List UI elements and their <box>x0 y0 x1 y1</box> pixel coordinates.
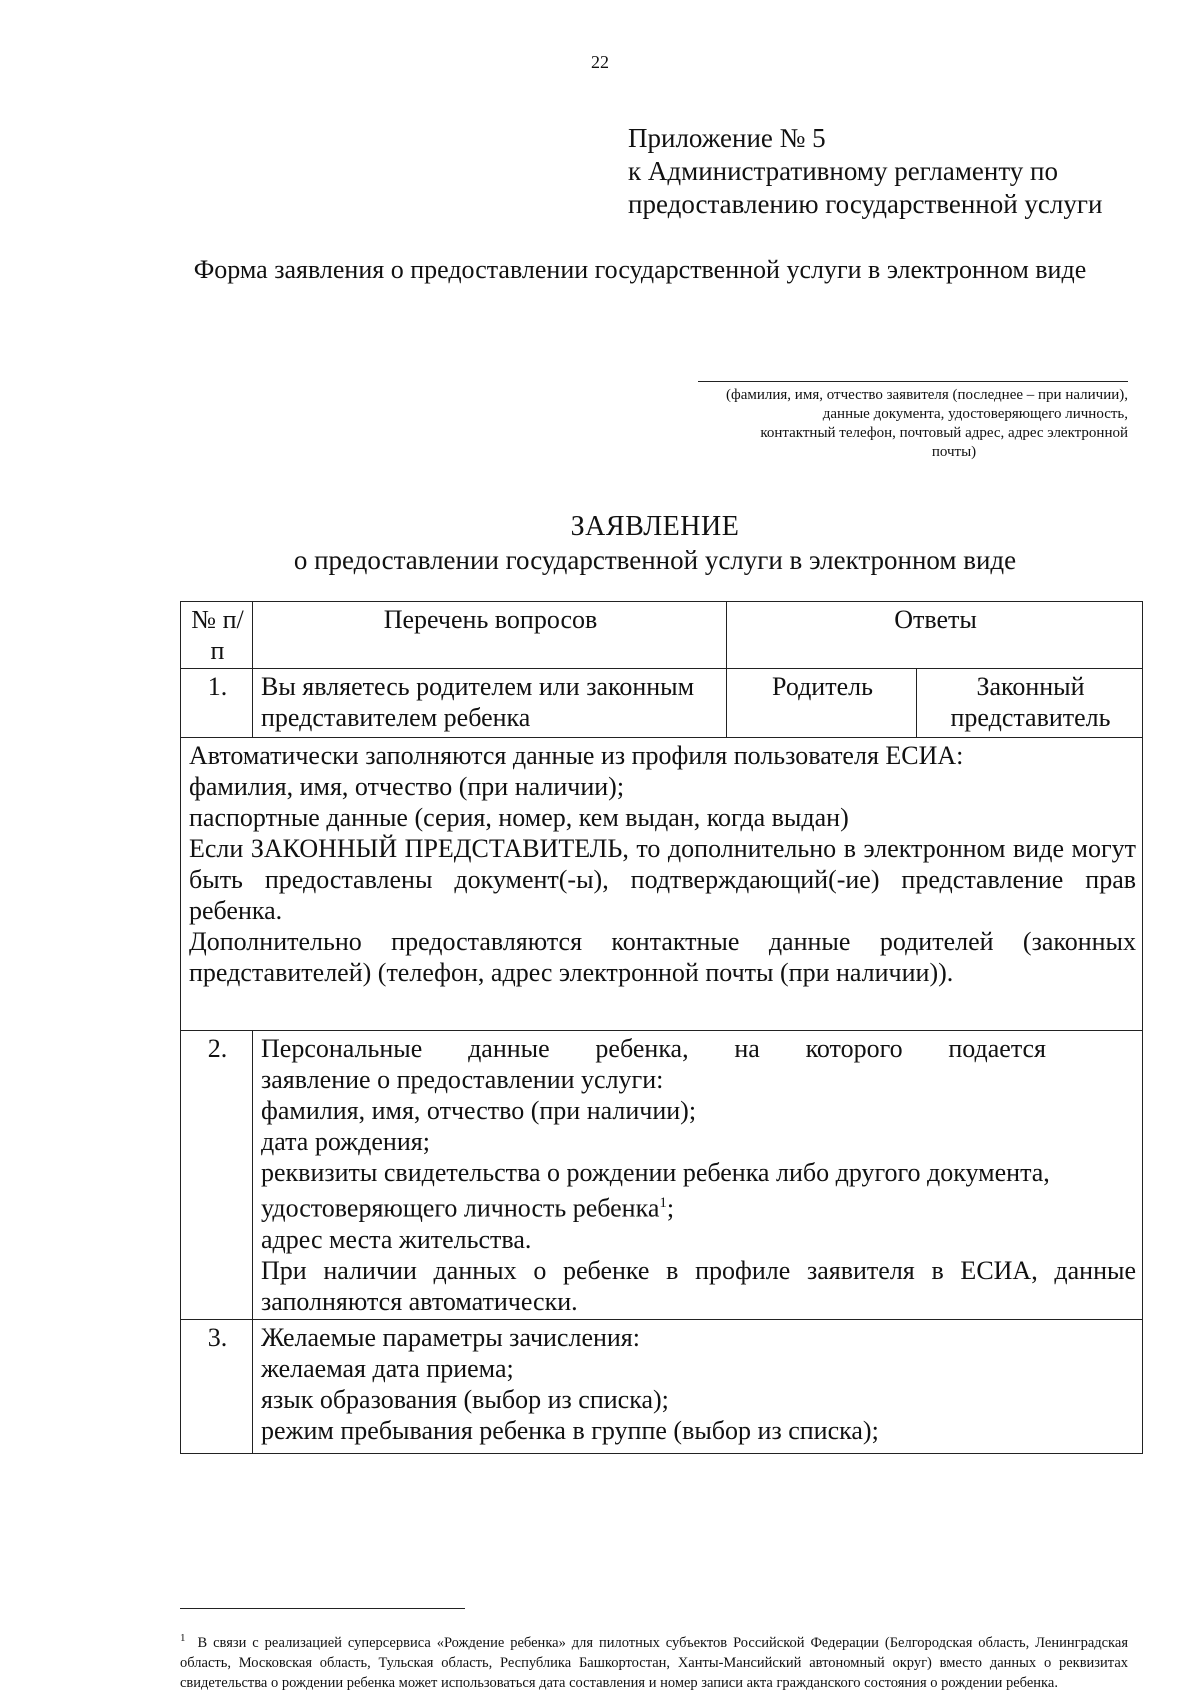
header-answers: Ответы <box>727 602 1143 669</box>
auto-fill-legal-paragraph: Если ЗАКОННЫЙ ПРЕДСТАВИТЕЛЬ, то дополнительно в электронном виде могут быть предоставлены документ(-ы), подтверждающий(-ие) представление прав ребенка. <box>189 834 1137 925</box>
row-1-question: Вы являетесь родителем или законным представителем ребенка <box>253 669 727 738</box>
answer-parent: Родитель <box>727 669 917 738</box>
appendix-header <box>628 122 1102 221</box>
questions-table <box>180 601 1143 1454</box>
footnote-text: В связи с реализацией суперсервиса «Рождение ребенка» для пилотных субъектов Российской Федерации (Белгородская область, Ленинградская область, Московская область, Тульская область, Республика Башкортостан, Ханты-Мансийский автономный округ) вместо данных о реквизитах свидетельства о рождении ребенка может использоваться дата составления и номер записи акта гражданского состояния о рождении ребенка. <box>180 1634 1128 1691</box>
row-1-num: 1. <box>181 669 253 738</box>
document-subtitle: о предоставлении государственной услуги в электронном виде <box>293 545 1017 575</box>
row-2-line-2: заявление о предоставлении услуги: <box>261 1065 664 1094</box>
row-2-line-5 <box>261 1157 1136 1224</box>
row-2-line-6: адрес места жительства. <box>261 1224 532 1254</box>
signature-caption-line-1: (фамилия, имя, отчество заявителя (последнее – при наличии), <box>726 387 1128 403</box>
row-3-line-3: язык образования (выбор из списка); <box>261 1384 669 1414</box>
appendix-line-3: предоставлению государственной услуги <box>628 189 1103 219</box>
page-number: 22 <box>591 52 609 72</box>
row-2-line-3: фамилия, имя, отчество (при наличии); <box>261 1096 697 1125</box>
row-3-line-1: Желаемые параметры зачисления: <box>261 1322 640 1352</box>
table-row <box>181 1031 1143 1320</box>
row-2-line-5-text: реквизиты свидетельства о рождении ребенка либо другого документа, удостоверяющего личность ребенка <box>261 1158 1050 1223</box>
row-2-line-7: При наличии данных о ребенке в профиле заявителя в ЕСИА, данные заполняются автоматически. <box>261 1255 1137 1316</box>
row-3-content <box>253 1319 1143 1453</box>
auto-fill-line-2: фамилия, имя, отчество (при наличии); <box>189 772 625 801</box>
document-title: ЗАЯВЛЕНИЕ <box>570 511 740 542</box>
signature-caption-line-3: контактный телефон, почтовый адрес, адрес электронной <box>760 425 1128 441</box>
table-row <box>181 669 1143 738</box>
table-header-row <box>181 602 1143 669</box>
row-2-content <box>253 1031 1143 1320</box>
row-3-line-4: режим пребывания ребенка в группе (выбор из списка); <box>261 1415 879 1445</box>
form-title: Форма заявления о предоставлении государственной услуги в электронном виде <box>193 255 1087 284</box>
row-2-line-1: Персональные данные ребенка, на которого подается <box>261 1034 1047 1063</box>
header-num: № п/п <box>181 602 253 669</box>
appendix-line-1: Приложение № 5 <box>628 123 826 153</box>
row-2-line-4: дата рождения; <box>261 1127 430 1156</box>
signature-caption-line-4: почты) <box>931 444 977 460</box>
table-row <box>181 1319 1143 1453</box>
row-3-num: 3. <box>181 1319 253 1453</box>
auto-fill-contacts-paragraph: Дополнительно предоставляются контактные данные родителей (законных представителей) (телефон, адрес электронной почты (при наличии)). <box>189 927 1137 987</box>
row-3-line-2: желаемая дата приема; <box>261 1353 514 1383</box>
signature-caption-line-2: данные документа, удостоверяющего личность, <box>822 406 1128 422</box>
signature-caption <box>630 386 1128 462</box>
signature-line <box>698 381 1128 382</box>
row-2-num: 2. <box>181 1031 253 1320</box>
auto-fill-line-1: Автоматически заполняются данные из профиля пользователя ЕСИА: <box>189 741 964 770</box>
auto-fill-block <box>181 738 1143 1031</box>
footnote-ref: 1 <box>659 1195 667 1211</box>
footnote-separator <box>180 1608 465 1609</box>
answer-legal-representative: Законный представитель <box>917 669 1143 738</box>
appendix-line-2: к Административному регламенту по <box>628 156 1059 186</box>
footnote <box>180 1628 1128 1693</box>
header-questions: Перечень вопросов <box>253 602 727 669</box>
footnote-mark: 1 <box>180 1632 186 1644</box>
row-2-line-5-end: ; <box>666 1193 675 1223</box>
table-row <box>181 738 1143 1031</box>
auto-fill-line-3: паспортные данные (серия, номер, кем выдан, когда выдан) <box>189 803 849 832</box>
